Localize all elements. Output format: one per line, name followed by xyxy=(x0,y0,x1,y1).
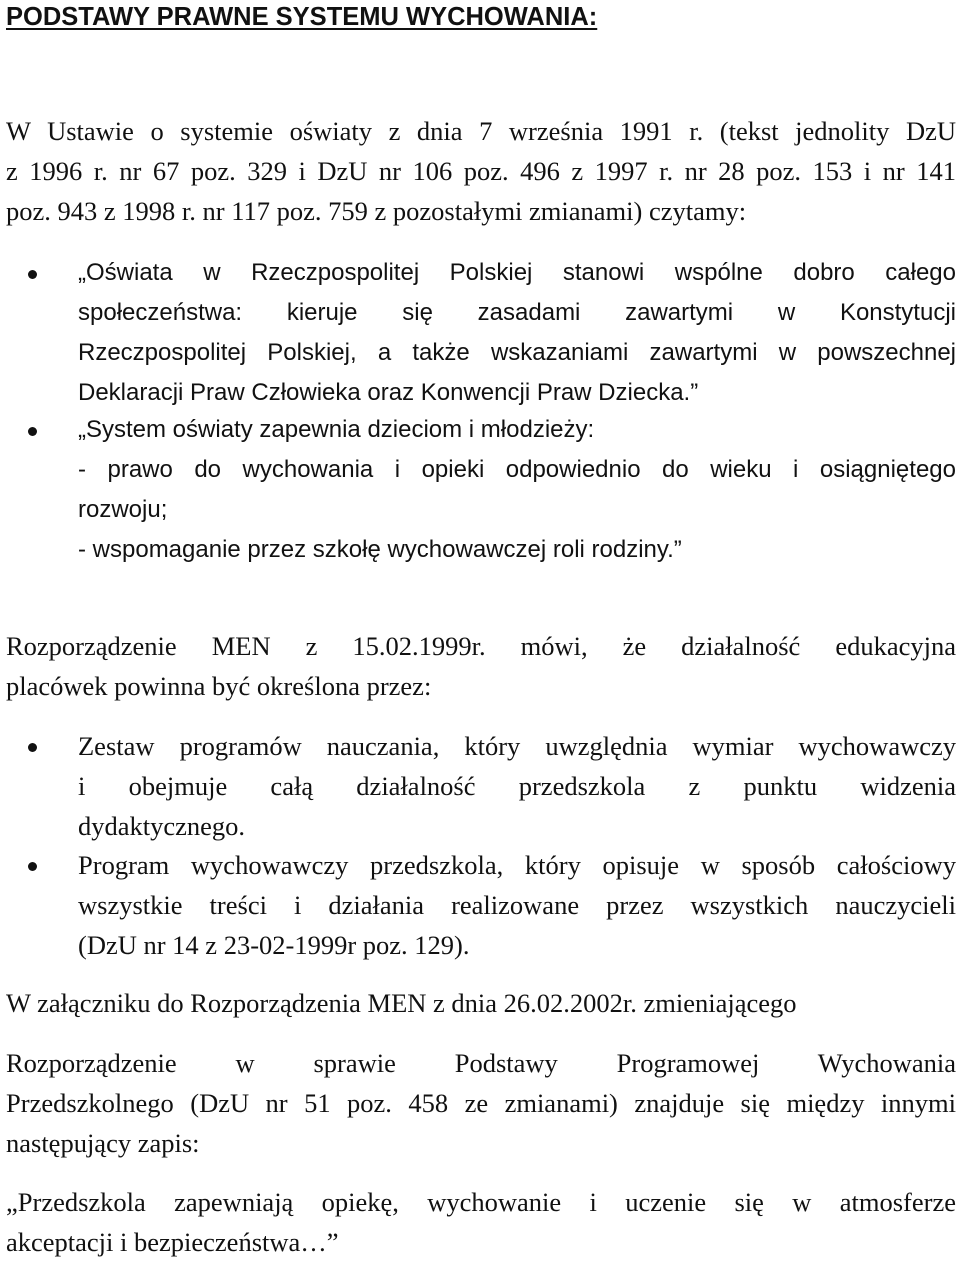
bullet-icon xyxy=(28,862,37,871)
appendix-text: W załączniku do Rozporządzenia MEN z dnia 26.02.2002r. zmieniającego xyxy=(6,988,797,1018)
regulation-line: Rozporządzenie MEN z 15.02.1999r. mówi, że działalność edukacyjna xyxy=(6,631,956,661)
program-bullet-text xyxy=(78,726,956,846)
bullet-icon xyxy=(28,427,37,436)
program-line: Program wychowawczy przedszkola, który opisuje w sposób całościowy xyxy=(78,850,956,880)
program-line: i obejmuje całą działalność przedszkola z punktu widzenia xyxy=(78,771,956,801)
intro-line: z 1996 r. nr 67 poz. 329 i DzU nr 106 poz. 496 z 1997 r. nr 28 poz. 153 i nr 141 xyxy=(6,156,956,186)
bullet-icon xyxy=(28,743,37,752)
quote-line: - wspomaganie przez szkołę wychowawczej roli rodziny.” xyxy=(78,536,682,563)
quote-line: społeczeństwa: kieruje się zasadami zawartymi w Konstytucji xyxy=(78,299,956,326)
appendix-line xyxy=(6,983,956,1023)
quote-line: - prawo do wychowania i opieki odpowiednio do wieku i osiągniętego xyxy=(78,456,956,483)
final-quote-line: akceptacji i bezpieczeństwa…” xyxy=(6,1227,339,1257)
quote-line: „Oświata w Rzeczpospolitej Polskiej stanowi wspólne dobro całego xyxy=(78,259,956,286)
quote-line: Deklaracji Praw Człowieka oraz Konwencji Praw Dziecka.” xyxy=(78,379,699,406)
quote-bullet-text xyxy=(78,410,956,570)
quote-line: „System oświaty zapewnia dzieciom i młodzieży: xyxy=(78,416,595,443)
appendix-para-line: Przedszkolnego (DzU nr 51 poz. 458 ze zmianami) znajduje się między innymi xyxy=(6,1088,956,1118)
intro-line: poz. 943 z 1998 r. nr 117 poz. 759 z pozostałymi zmianami) czytamy: xyxy=(6,196,747,226)
quote-bullet-text xyxy=(78,253,956,413)
quote-line: Rzeczpospolitej Polskiej, a także wskazaniami zawartymi w powszechnej xyxy=(78,339,956,366)
intro-paragraph xyxy=(6,111,956,231)
regulation-line: placówek powinna być określona przez: xyxy=(6,671,432,701)
appendix-para-line: następujący zapis: xyxy=(6,1128,200,1158)
final-quote xyxy=(6,1182,956,1262)
program-line: Zestaw programów nauczania, który uwzględnia wymiar wychowawczy xyxy=(78,731,956,761)
program-line: (DzU nr 14 z 23-02-1999r poz. 129). xyxy=(78,930,470,960)
appendix-para-line: Rozporządzenie w sprawie Podstawy Programowej Wychowania xyxy=(6,1048,956,1078)
quote-line: rozwoju; xyxy=(78,496,168,523)
bullet-icon xyxy=(28,270,37,279)
page-title: PODSTAWY PRAWNE SYSTEMU WYCHOWANIA: xyxy=(6,3,598,31)
intro-line: W Ustawie o systemie oświaty z dnia 7 września 1991 r. (tekst jednolity DzU xyxy=(6,116,956,146)
program-line: wszystkie treści i działania realizowane przez wszystkich nauczycieli xyxy=(78,890,956,920)
final-quote-line: „Przedszkola zapewniają opiekę, wychowanie i uczenie się w atmosferze xyxy=(6,1187,956,1217)
program-line: dydaktycznego. xyxy=(78,811,246,841)
program-bullet-text xyxy=(78,845,956,965)
regulation-paragraph xyxy=(6,626,956,706)
appendix-paragraph xyxy=(6,1043,956,1163)
